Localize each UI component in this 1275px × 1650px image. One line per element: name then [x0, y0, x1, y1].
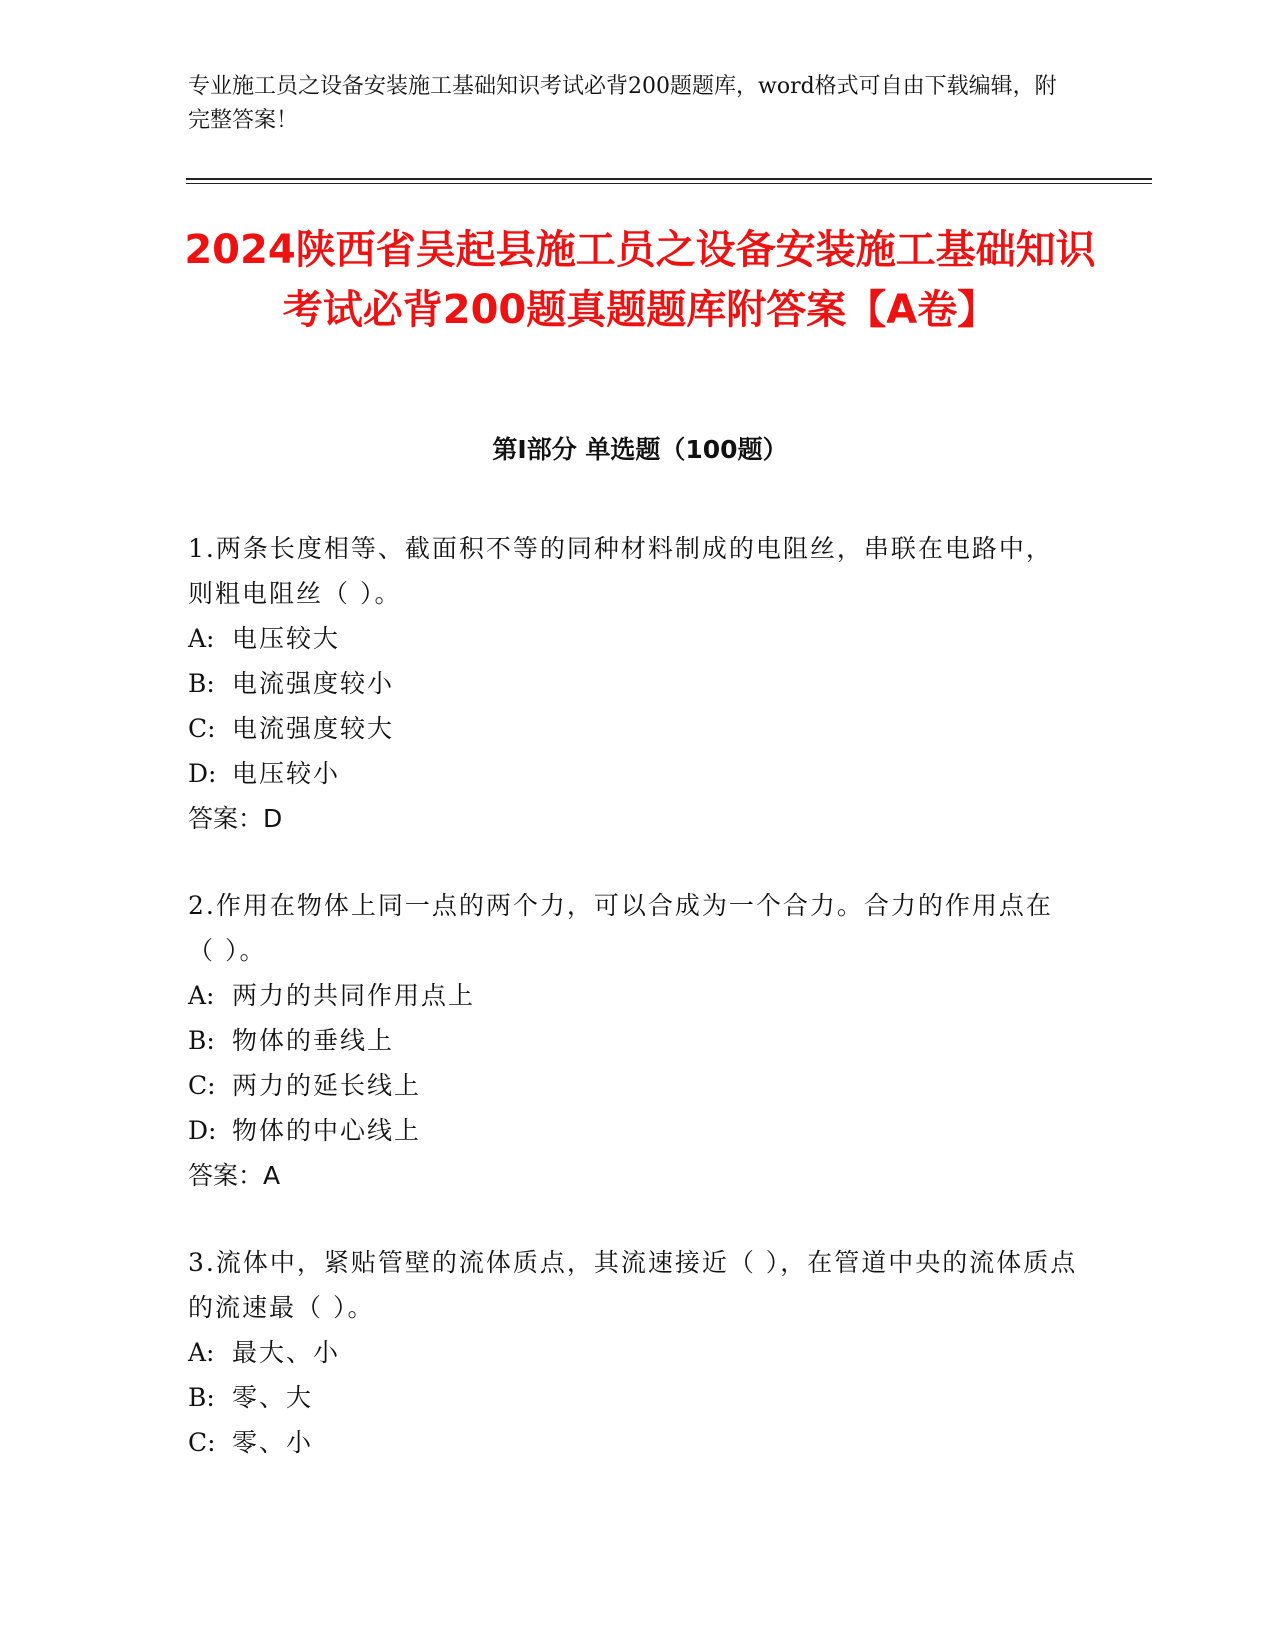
option-letter: D:	[188, 759, 217, 788]
option-c	[188, 1063, 1078, 1108]
option-letter: D:	[188, 1116, 217, 1145]
option-letter: A:	[188, 1338, 215, 1367]
option-a	[188, 1330, 1078, 1375]
option-text: 电流强度较小	[232, 669, 395, 698]
question-list	[188, 526, 1078, 1507]
option-text: 物体的垂线上	[232, 1026, 395, 1055]
question-stem: 1.两条长度相等、截面积不等的同种材料制成的电阻丝，串联在电路中，则粗电阻丝（ ）。	[188, 534, 1053, 608]
option-text: 最大、小	[232, 1338, 341, 1367]
question-stem: 3.流体中，紧贴管壁的流体质点，其流速接近（ ），在管道中央的流体质点的流速最（ ）。	[188, 1248, 1078, 1322]
option-a	[188, 616, 1078, 661]
option-b	[188, 1018, 1078, 1063]
header-divider-thick	[186, 178, 1152, 180]
option-letter: A:	[188, 624, 215, 653]
option-letter: B:	[188, 1383, 215, 1412]
option-letter: B:	[188, 1026, 215, 1055]
document-title: 2024陕西省吴起县施工员之设备安装施工基础知识考试必背200题真题题库附答案【A卷】	[184, 227, 1096, 333]
option-letter: C:	[188, 1071, 216, 1100]
option-b	[188, 1375, 1078, 1420]
option-b	[188, 661, 1078, 706]
option-text: 零、大	[232, 1383, 314, 1412]
header-note: 专业施工员之设备安装施工基础知识考试必背200题题库，word格式可自由下载编辑，附完整答案！	[188, 74, 1057, 133]
answer-line: 答案：A	[188, 1161, 281, 1190]
option-text: 物体的中心线上	[232, 1116, 422, 1145]
option-text: 零、小	[232, 1428, 314, 1457]
option-text: 电压较小	[232, 759, 341, 788]
option-a	[188, 973, 1078, 1018]
option-c	[188, 1420, 1078, 1465]
option-d	[188, 751, 1078, 796]
option-text: 电压较大	[232, 624, 341, 653]
option-c	[188, 706, 1078, 751]
option-text: 两力的延长线上	[232, 1071, 422, 1100]
option-letter: C:	[188, 714, 216, 743]
question-stem: 2.作用在物体上同一点的两个力，可以合成为一个合力。合力的作用点在（ ）。	[188, 891, 1053, 965]
option-letter: B:	[188, 669, 215, 698]
question-item	[188, 883, 1078, 1198]
option-d	[188, 1108, 1078, 1153]
option-letter: C:	[188, 1428, 216, 1457]
question-item	[188, 1240, 1078, 1465]
option-text: 两力的共同作用点上	[232, 981, 476, 1010]
option-text: 电流强度较大	[232, 714, 395, 743]
answer-line: 答案：D	[188, 804, 283, 833]
option-letter: A:	[188, 981, 215, 1010]
section-heading: 第I部分 单选题（100题）	[492, 435, 788, 464]
question-item	[188, 526, 1078, 841]
header-divider-thin	[186, 183, 1152, 184]
